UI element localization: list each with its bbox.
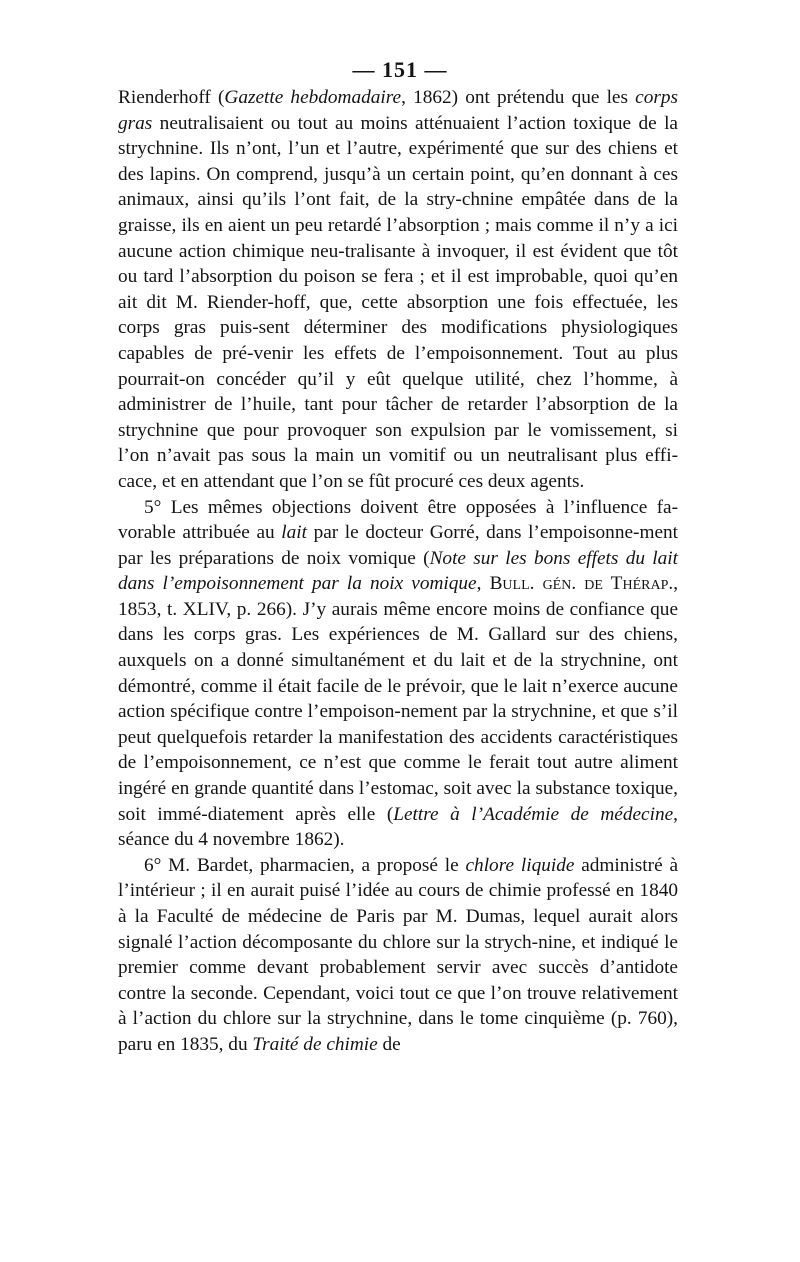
- text-run: de: [377, 1033, 401, 1055]
- text-run: ,: [476, 573, 490, 595]
- text-run: 6° M. Bardet, pharmacien, a proposé le: [144, 854, 466, 876]
- text-run: administré à l’intérieur ; il en aurait puisé l’idée au cours de chimie professé en 1840 à la Faculté de médecine de Paris par M. Dumas, lequel aurait alors signalé l’action décomposante du chlore sur la strych-nine, et indiqué le premier comme devant probablement servir avec succès d’antidote contre la seconde. Cependant, voici tout ce que l’on trouve relativement à l’action du chlore sur la strychnine, dans le tome cinquième (p. 760), paru en 1835, du: [118, 854, 678, 1055]
- body-text: [118, 85, 678, 1058]
- italic-run: Traité de chimie: [252, 1033, 378, 1055]
- italic-run: chlore liquide: [465, 854, 575, 876]
- italic-run: lait: [281, 522, 307, 544]
- paragraph-rienderhoff: [118, 85, 678, 495]
- text-run: par le docteur Gorré, dans l’empoisonne-ment par les préparations de noix vomique (: [118, 522, 678, 569]
- text-run: , séance du 4 novembre 1862).: [118, 803, 678, 851]
- text-run: , 1862) ont prétendu que les: [401, 87, 636, 108]
- italic-run: Note sur les bons effets du lait dans l’empoisonnement par la noix vomique: [118, 547, 678, 595]
- paragraph-lait: [118, 495, 678, 853]
- text-run: , 1853, t. XLIV, p. 266). J’y aurais même encore moins de confiance que dans les corps gras. Les expériences de M. Gallard sur des chiens, auxquels on a donné simultanément et du lait et de la strychnine, ont démontré, comme il était facile de le prévoir, que le lait n’exerce aucune action spécifique contre l’empoison-nement par la strychnine, et que s’il peut quelquefois retarder la manifestation des accidents caractéristiques de l’empoisonnement, ce n’est que comme le ferait tout autre aliment ingéré en grande quantité dans l’estomac, soit avec la substance toxique, soit immé-diatement après elle (: [118, 573, 679, 825]
- text-run: Rienderhoff (: [118, 87, 225, 108]
- paragraph-chlore: [118, 853, 678, 1058]
- page-number-header: — 151 —: [352, 57, 448, 82]
- text-run: 5° Les mêmes objections doivent être opposées à l’influence fa-vorable attribuée au: [118, 496, 678, 544]
- italic-run: corps gras: [118, 87, 679, 134]
- text-run: neutralisaient ou tout au moins atténuaient l’action toxique de la strychnine. Ils n’ont, l’un et l’autre, expérimenté que sur des chiens et des lapins. On comprend, jusqu’à un certain point, qu’en donnant à ces animaux, ainsi qu’ils l’ont fait, de la stry-chnine empâtée dans de la graisse, ils en aient un peu retardé l’absorption ; mais comme il n’y a ici aucune action chimique neu-tralisante à invoquer, il est évident que tôt ou tard l’absorption du poison se fera ; et il est improbable, quoi qu’en ait dit M. Riender-hoff, que, cette absorption une fois effectuée, les corps gras puis-sent déterminer des modifications physiologiques capables de pré-venir les effets de l’empoisonnement. Tout au plus pourrait-on concéder qu’il y eût quelque utilité, chez l’homme, à administrer de l’huile, tant pour tâcher de retarder l’absorption de la strychnine que pour provoquer son expulsion par le vomissement, si l’on n’avait pas sous la main un vomitif ou un neutralisant plus effi-cace, et en attendant que l’on se fût procuré ces deux agents.: [118, 112, 678, 492]
- italic-run: Gazette hebdomadaire: [224, 87, 402, 108]
- small-caps-run: Bull. gén. de Thérap.: [489, 573, 674, 595]
- italic-run: Lettre à l’Académie de médecine: [393, 803, 674, 825]
